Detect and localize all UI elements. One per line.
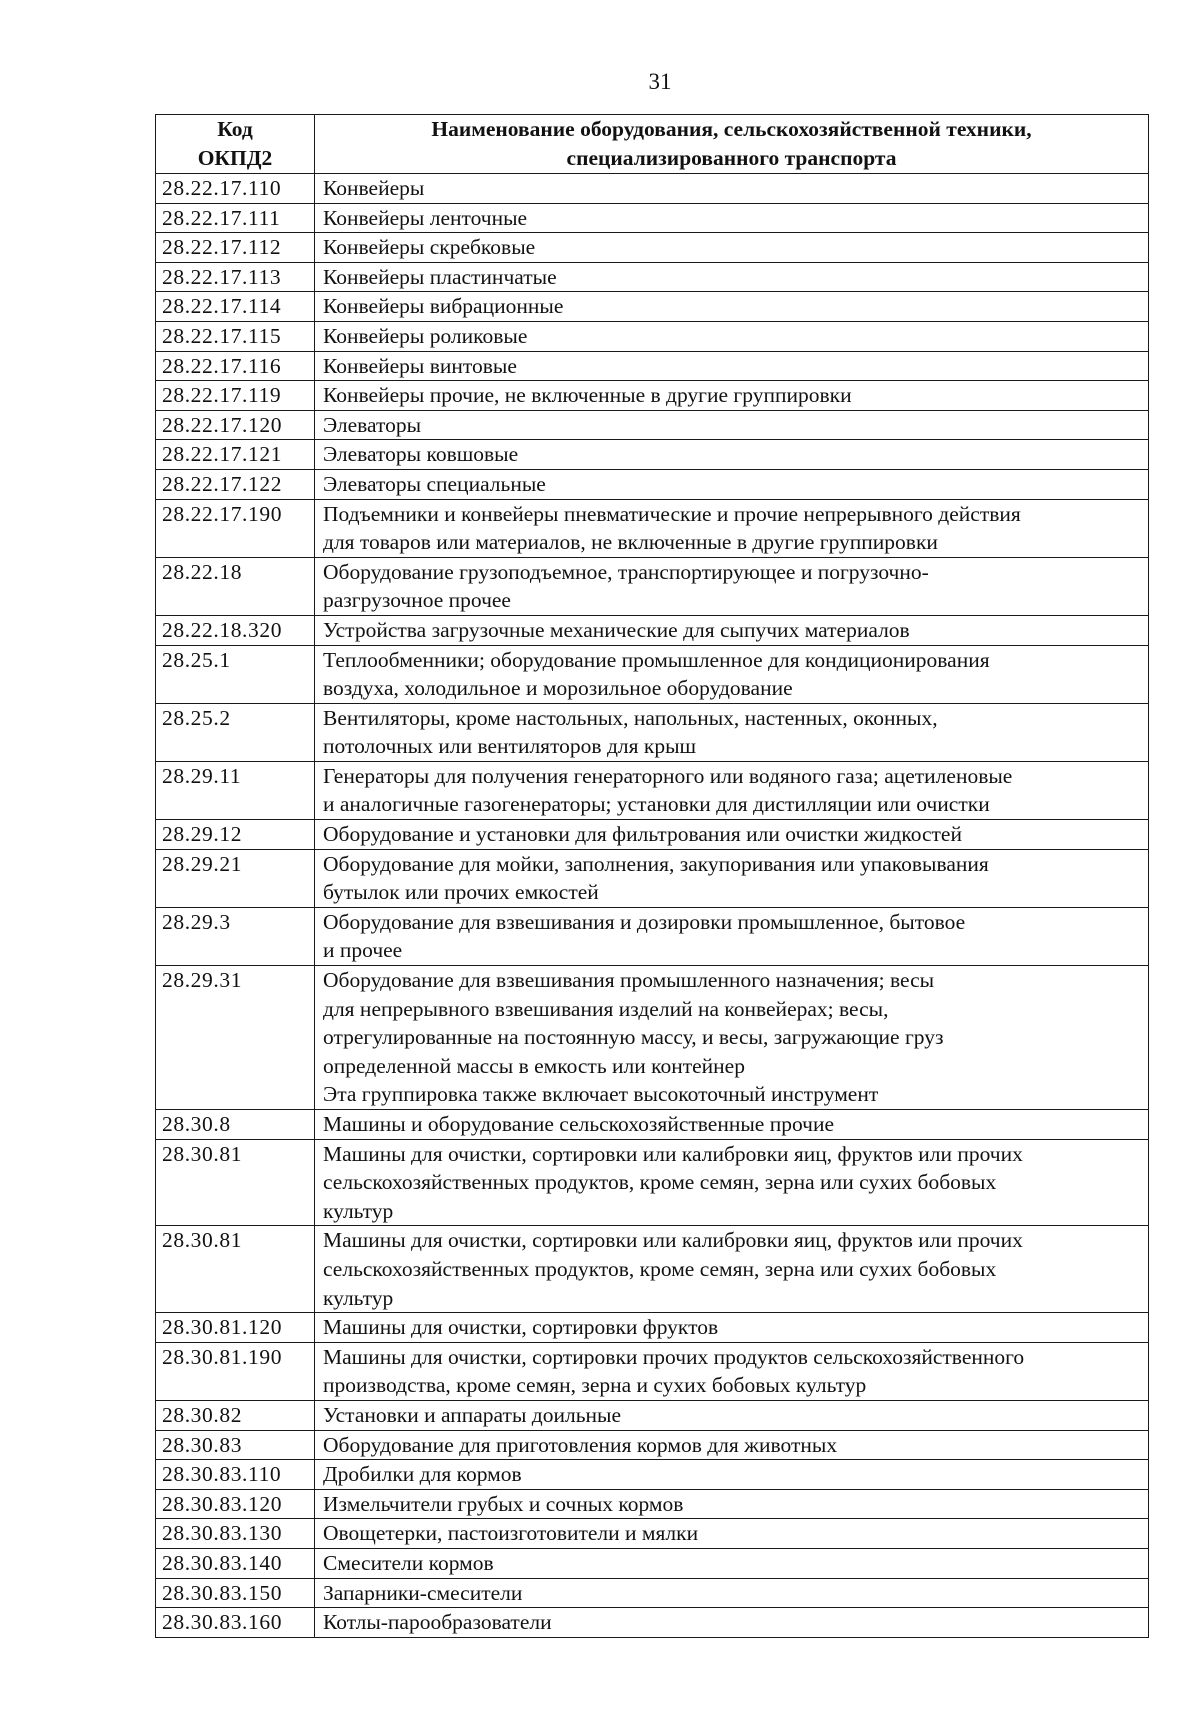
table-row [156, 1342, 1149, 1400]
table-row [156, 174, 1149, 204]
equipment-name-cell [315, 849, 1149, 907]
equipment-name-line: Оборудование для приготовления кормов для животных [323, 1432, 838, 1457]
table-row [156, 410, 1149, 440]
table-row [156, 1313, 1149, 1343]
equipment-name-cell [315, 1489, 1149, 1519]
table-row [156, 233, 1149, 263]
okpd-code-cell: 28.30.83.150 [156, 1578, 315, 1608]
equipment-name-line: Машины для очистки, сортировки или калибровки яиц, фруктов или прочих [323, 1141, 1023, 1166]
equipment-name-line: Дробилки для кормов [323, 1462, 522, 1487]
table-row [156, 440, 1149, 470]
table-row [156, 1548, 1149, 1578]
equipment-name-line: Оборудование грузоподъемное, транспортирующее и погрузочно- [323, 559, 929, 584]
table-row [156, 1519, 1149, 1549]
header-code-line: Код [217, 117, 253, 141]
okpd-code-cell: 28.29.12 [156, 820, 315, 850]
equipment-name-line: производства, кроме семян, зерна и сухих бобовых культур [323, 1373, 867, 1398]
table-row [156, 262, 1149, 292]
equipment-name-cell [315, 907, 1149, 965]
table-row [156, 321, 1149, 351]
equipment-name-line: Конвейеры пластинчатые [323, 264, 557, 289]
okpd-code-cell: 28.25.2 [156, 703, 315, 761]
table-row [156, 703, 1149, 761]
okpd-code-cell: 28.29.11 [156, 761, 315, 819]
header-name-line: Наименование оборудования, сельскохозяйственной техники, [431, 117, 1032, 141]
okpd-code-cell: 28.30.81.190 [156, 1342, 315, 1400]
table-row [156, 1460, 1149, 1490]
okpd-code-cell: 28.22.17.110 [156, 174, 315, 204]
equipment-name-cell [315, 645, 1149, 703]
okpd-code-cell: 28.22.17.114 [156, 292, 315, 322]
table-row [156, 615, 1149, 645]
table-row [156, 1400, 1149, 1430]
equipment-name-cell [315, 233, 1149, 263]
equipment-name-cell [315, 469, 1149, 499]
equipment-name-line: Оборудование и установки для фильтрования или очистки жидкостей [323, 822, 962, 847]
okpd-code-cell: 28.30.8 [156, 1110, 315, 1140]
table-row [156, 1110, 1149, 1140]
header-name [315, 115, 1149, 174]
equipment-name-cell [315, 321, 1149, 351]
okpd-code-cell: 28.22.17.120 [156, 410, 315, 440]
equipment-name-line: Теплообменники; оборудование промышленное для кондиционирования [323, 647, 990, 672]
equipment-name-line: определенной массы в емкость или контейнер [323, 1053, 745, 1078]
okpd-code-cell: 28.22.18.320 [156, 615, 315, 645]
equipment-name-line: для товаров или материалов, не включенные в другие группировки [323, 530, 938, 555]
equipment-name-line: Вентиляторы, кроме настольных, напольных, настенных, оконных, [323, 705, 938, 730]
equipment-name-line: Машины для очистки, сортировки фруктов [323, 1315, 719, 1340]
equipment-name-line: Подъемники и конвейеры пневматические и прочие непрерывного действия [323, 501, 1021, 526]
table-header-row [156, 115, 1149, 174]
table-row [156, 499, 1149, 557]
equipment-name-cell [315, 1578, 1149, 1608]
equipment-name-cell [315, 1342, 1149, 1400]
equipment-name-line: Эта группировка также включает высокоточный инструмент [323, 1082, 879, 1107]
equipment-name-cell [315, 1313, 1149, 1343]
equipment-name-line: Измельчители грубых и сочных кормов [323, 1491, 684, 1516]
equipment-name-line: разгрузочное прочее [323, 588, 511, 613]
okpd-code-cell: 28.22.17.115 [156, 321, 315, 351]
equipment-name-cell [315, 1110, 1149, 1140]
equipment-name-line: Оборудование для взвешивания и дозировки промышленное, бытовое [323, 909, 966, 934]
table-row [156, 820, 1149, 850]
table-row [156, 1226, 1149, 1313]
okpd-code-cell: 28.22.18 [156, 557, 315, 615]
okpd-code-cell: 28.29.3 [156, 907, 315, 965]
equipment-name-line: и аналогичные газогенераторы; установки для дистилляции или очистки [323, 792, 990, 817]
table-row [156, 381, 1149, 411]
equipment-name-line: для непрерывного взвешивания изделий на конвейерах; весы, [323, 996, 889, 1021]
equipment-name-line: бутылок или прочих емкостей [323, 880, 599, 905]
equipment-name-cell [315, 1519, 1149, 1549]
equipment-name-line: Конвейеры роликовые [323, 323, 528, 348]
okpd-code-cell: 28.22.17.119 [156, 381, 315, 411]
equipment-name-line: Установки и аппараты доильные [323, 1402, 621, 1427]
equipment-name-line: воздуха, холодильное и морозильное оборудование [323, 676, 793, 701]
equipment-name-line: Конвейеры скребковые [323, 235, 536, 260]
equipment-table [155, 114, 1149, 1638]
okpd-code-cell: 28.30.81 [156, 1226, 315, 1313]
table-row [156, 761, 1149, 819]
okpd-code-cell: 28.30.82 [156, 1400, 315, 1430]
equipment-name-line: Оборудование для мойки, заполнения, закупоривания или упаковывания [323, 851, 989, 876]
equipment-name-cell [315, 1430, 1149, 1460]
equipment-name-line: Элеваторы специальные [323, 471, 546, 496]
equipment-name-line: Машины для очистки, сортировки или калибровки яиц, фруктов или прочих [323, 1228, 1023, 1253]
equipment-name-line: Устройства загрузочные механические для сыпучих материалов [323, 617, 910, 642]
okpd-code-cell: 28.22.17.122 [156, 469, 315, 499]
equipment-name-line: сельскохозяйственных продуктов, кроме семян, зерна или сухих бобовых [323, 1256, 997, 1281]
okpd-code-cell: 28.22.17.121 [156, 440, 315, 470]
equipment-name-cell [315, 292, 1149, 322]
table-row [156, 849, 1149, 907]
equipment-name-line: Элеваторы ковшовые [323, 442, 519, 467]
equipment-name-line: Машины и оборудование сельскохозяйственные прочие [323, 1112, 835, 1136]
okpd-code-cell: 28.30.83.120 [156, 1489, 315, 1519]
table-row [156, 557, 1149, 615]
table-row [156, 645, 1149, 703]
equipment-name-cell [315, 1139, 1149, 1226]
page-number: 31 [648, 69, 672, 94]
equipment-name-line: Оборудование для взвешивания промышленного назначения; весы [323, 968, 935, 993]
equipment-name-cell [315, 557, 1149, 615]
equipment-name-line: культур [323, 1285, 394, 1310]
okpd-code-cell: 28.29.31 [156, 966, 315, 1110]
okpd-code-cell: 28.30.83.130 [156, 1519, 315, 1549]
okpd-code-cell: 28.22.17.111 [156, 203, 315, 233]
table-row [156, 1430, 1149, 1460]
equipment-name-cell [315, 1548, 1149, 1578]
equipment-name-cell [315, 820, 1149, 850]
equipment-name-cell [315, 761, 1149, 819]
equipment-name-cell [315, 703, 1149, 761]
equipment-name-line: Конвейеры ленточные [323, 205, 528, 230]
equipment-name-line: потолочных или вентиляторов для крыш [323, 734, 697, 759]
equipment-name-cell [315, 615, 1149, 645]
equipment-name-cell [315, 1400, 1149, 1430]
equipment-name-line: Конвейеры вибрационные [323, 294, 564, 319]
table-body [156, 174, 1149, 1638]
equipment-name-line: Конвейеры [323, 176, 425, 200]
equipment-name-cell [315, 1460, 1149, 1490]
header-code [156, 115, 315, 174]
equipment-name-line: сельскохозяйственных продуктов, кроме семян, зерна или сухих бобовых [323, 1170, 997, 1195]
equipment-name-cell [315, 262, 1149, 292]
okpd-code-cell: 28.22.17.190 [156, 499, 315, 557]
okpd-code-cell: 28.30.83.140 [156, 1548, 315, 1578]
equipment-name-line: Овощетерки, пастоизготовители и мялки [323, 1521, 699, 1546]
okpd-code-cell: 28.30.83 [156, 1430, 315, 1460]
table-row [156, 1489, 1149, 1519]
equipment-name-cell [315, 499, 1149, 557]
okpd-code-cell: 28.30.83.110 [156, 1460, 315, 1490]
equipment-name-line: Генераторы для получения генераторного или водяного газа; ацетиленовые [323, 763, 1013, 788]
equipment-name-cell [315, 174, 1149, 204]
equipment-name-line: культур [323, 1198, 394, 1223]
table-row [156, 966, 1149, 1110]
table-row [156, 907, 1149, 965]
okpd-code-cell: 28.29.21 [156, 849, 315, 907]
header-code-line: ОКПД2 [197, 146, 273, 170]
table-row [156, 1608, 1149, 1638]
table-row [156, 292, 1149, 322]
equipment-name-line: и прочее [323, 938, 403, 963]
okpd-code-cell: 28.30.81.120 [156, 1313, 315, 1343]
equipment-name-cell [315, 410, 1149, 440]
okpd-code-cell: 28.30.81 [156, 1139, 315, 1226]
equipment-name-line: отрегулированные на постоянную массу, и весы, загружающие груз [323, 1025, 944, 1050]
equipment-name-cell [315, 1608, 1149, 1638]
okpd-code-cell: 28.30.83.160 [156, 1608, 315, 1638]
equipment-name-line: Котлы-парообразователи [323, 1610, 552, 1635]
equipment-name-line: Конвейеры винтовые [323, 353, 517, 378]
equipment-name-cell [315, 381, 1149, 411]
equipment-name-line: Смесители кормов [323, 1550, 494, 1575]
equipment-name-cell [315, 351, 1149, 381]
table-row [156, 1139, 1149, 1226]
equipment-name-line: Запарники-смесители [323, 1580, 523, 1605]
table-row [156, 469, 1149, 499]
okpd-code-cell: 28.22.17.112 [156, 233, 315, 263]
equipment-name-cell [315, 1226, 1149, 1313]
equipment-name-cell [315, 440, 1149, 470]
equipment-name-line: Конвейеры прочие, не включенные в другие группировки [323, 383, 852, 408]
equipment-name-line: Элеваторы [323, 412, 422, 437]
equipment-name-cell [315, 966, 1149, 1110]
table-row [156, 1578, 1149, 1608]
header-name-line: специализированного транспорта [566, 146, 897, 170]
okpd-code-cell: 28.22.17.116 [156, 351, 315, 381]
table-row [156, 203, 1149, 233]
table-row [156, 351, 1149, 381]
equipment-name-line: Машины для очистки, сортировки прочих продуктов сельскохозяйственного [323, 1344, 1025, 1369]
equipment-name-cell [315, 203, 1149, 233]
okpd-code-cell: 28.22.17.113 [156, 262, 315, 292]
okpd-code-cell: 28.25.1 [156, 645, 315, 703]
